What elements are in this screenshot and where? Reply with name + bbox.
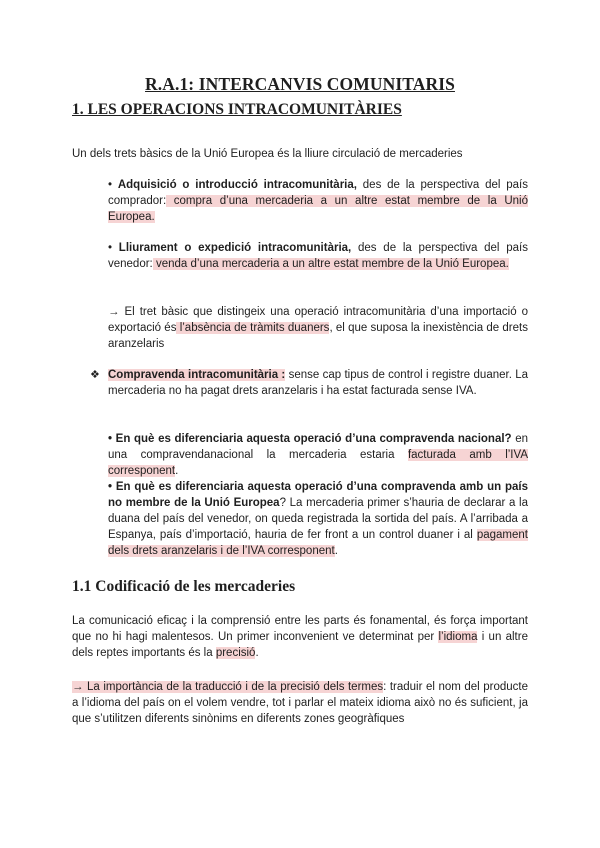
paragraph-comunicacio [72,613,528,661]
intro-text: Un dels trets bàsics de la Unió Europea és la lliure circulació de mercaderies [72,148,463,160]
compravenda-term: Compravenda intracomunitària : [108,369,286,381]
arrow-note [108,304,528,352]
answer-highlight: facturada amb l’IVA corresponent [108,449,528,477]
answer-end: . [334,545,338,557]
bullet-marker: • [108,242,119,254]
highlight-idioma: l’idioma [438,631,478,643]
diamond-bullet-icon: ❖ [90,369,100,381]
question-text: • En què es diferenciaria aquesta operació d’una compravenda amb un país no membre de la Unió Europea [108,481,528,509]
arrow-note-highlight: l’absència de tràmits duaners [176,322,330,334]
document-title: R.A.1: INTERCANVIS COMUNITARIS [145,74,455,94]
section-heading-operacions: 1. LES OPERACIONS INTRACOMUNITÀRIES [72,101,402,118]
highlight-precisio: precisió [215,647,256,659]
bullet-marker: • [108,179,118,191]
bullet-text: des de la perspectiva del país comprador: [108,179,528,207]
answer-highlight: pagament dels drets aranzelaris i de l’IVA corresponent [108,529,528,557]
answer-end: . [175,465,179,477]
paragraph-end: . [255,647,259,659]
highlight-importancia: → La importància de la traducció i de la precisió dels termes [72,681,384,693]
answer-text: ? La mercaderia primer s’hauria de declarar a la duana del país del venedor, on queda registrada la sortida del país. A l’arribada a Espanya, país d’importació, hauria de fer front a un control duaner i al [108,497,528,541]
bullet-text: des de la perspectiva del país venedor: [108,242,528,270]
arrow-note-text: → El tret bàsic que distingeix una operació intracomunitària d’una importació o exportació és [108,306,528,334]
paragraph-text: La comunicació eficaç i la comprensió entre les parts és fonamental, és força important que no hi hagi malentesos. Un primer inconvenient ve determinat per [72,615,528,643]
bullet-term: Lliurament o expedició intracomunitària, [118,242,352,254]
question-no-membre [108,479,528,559]
question-nacional [108,431,528,479]
paragraph-text: i un altre dels reptes importants és la [72,631,528,659]
arrow-note-end: , el que suposa la inexistència de drets aranzelaris [108,322,528,350]
bullet-lliurament [108,240,528,272]
bullet-highlight: compra d’una mercaderia a un altre estat membre de la Unió Europea. [108,195,528,223]
paragraph-text: : traduir el nom del producte a l’idioma del país on el volem vendre, tot i parlar el mateix idioma això no és suficient, ja que s’utilitzen diferents sinònims en diferents zones geogràfiques [72,681,528,725]
section-heading-codificacio: 1.1 Codificació de les mercaderies [72,578,296,595]
bullet-term: Adquisició o introducció intracomunitària, [117,179,357,191]
paragraph-traduccio [72,679,528,727]
compravenda-text: sense cap tipus de control i registre duaner. La mercaderia no ha pagat drets aranzelaris i ha estat facturada sense IVA. [108,369,528,397]
answer-text: en una compravendanacional la mercaderia estaria [108,433,528,461]
bullet-adquisicio [108,177,528,225]
bullet-highlight: venda d’una mercaderia a un altre estat membre de la Unió Europea. [152,258,509,270]
question-text: • En què es diferenciaria aquesta operació d’una compravenda nacional? [108,433,512,445]
intro-paragraph [72,146,532,162]
compravenda-paragraph [108,367,528,399]
